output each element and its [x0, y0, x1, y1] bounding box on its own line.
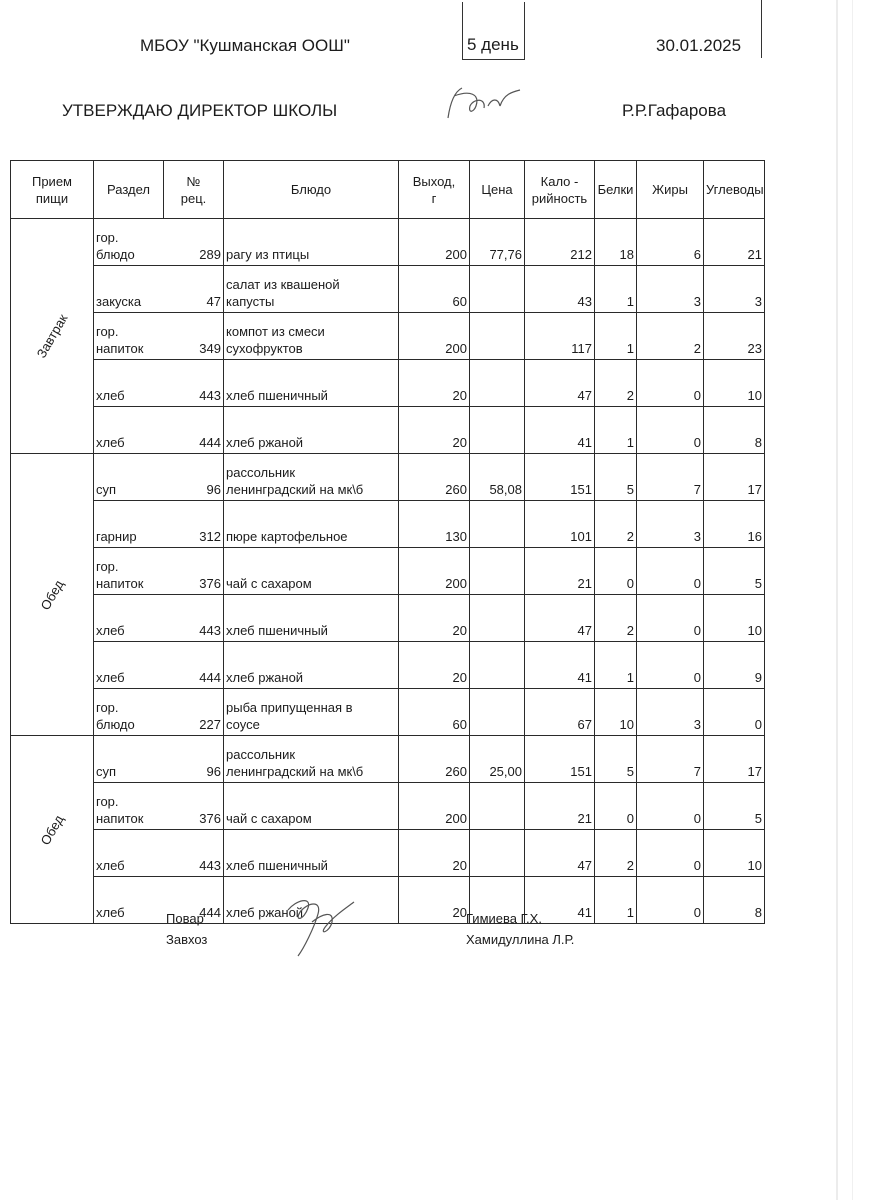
section-text: хлеб: [96, 388, 125, 403]
dish-text: соусе: [226, 717, 260, 732]
recipe-cell: 376: [164, 548, 224, 595]
table-row: [11, 219, 765, 266]
protein-cell: 1: [595, 266, 637, 313]
col-section-header: Раздел: [94, 161, 164, 219]
recipe-cell: 349: [164, 313, 224, 360]
calories-cell: 151: [525, 736, 595, 783]
section-cell: [94, 642, 164, 689]
output-cell: 260: [399, 454, 470, 501]
table-row: [11, 736, 765, 783]
meal-label: Обед: [37, 811, 67, 848]
dish-text: чай с сахаром: [226, 576, 312, 591]
section-text: блюдо: [96, 247, 135, 262]
carbs-cell: 10: [704, 595, 765, 642]
section-text: гор.: [96, 700, 119, 715]
header-divider: [761, 0, 762, 58]
dish-text: хлеб пшеничный: [226, 388, 328, 403]
section-text: напиток: [96, 576, 144, 591]
section-text: закуска: [96, 294, 142, 309]
price-cell: 25,00: [470, 736, 525, 783]
table-row: [11, 266, 765, 313]
output-cell: 200: [399, 313, 470, 360]
dish-text: рассольник: [226, 465, 296, 480]
section-text: напиток: [96, 811, 144, 826]
carbs-cell: 5: [704, 783, 765, 830]
section-text: гор.: [96, 559, 119, 574]
output-cell: 200: [399, 783, 470, 830]
fat-cell: 0: [637, 595, 704, 642]
price-cell: [470, 783, 525, 830]
scan-edge: [852, 0, 853, 1200]
recipe-cell: 96: [164, 736, 224, 783]
price-cell: [470, 595, 525, 642]
carbs-cell: 5: [704, 548, 765, 595]
recipe-cell: 443: [164, 360, 224, 407]
protein-cell: 10: [595, 689, 637, 736]
recipe-cell: 96: [164, 454, 224, 501]
carbs-cell: 23: [704, 313, 765, 360]
fat-cell: 0: [637, 783, 704, 830]
section-cell: [94, 736, 164, 783]
section-text: блюдо: [96, 717, 135, 732]
output-cell: 200: [399, 219, 470, 266]
dish-text: хлеб ржаной: [226, 670, 304, 685]
dish-text: хлеб ржаной: [226, 435, 304, 450]
protein-cell: 1: [595, 642, 637, 689]
dish-text: хлеб пшеничный: [226, 623, 328, 638]
dish-text: салат из квашеной: [226, 277, 340, 292]
scan-edge: [836, 0, 838, 1200]
dish-cell: [224, 454, 399, 501]
output-cell: 20: [399, 642, 470, 689]
price-cell: [470, 830, 525, 877]
protein-cell: 18: [595, 219, 637, 266]
fat-cell: 0: [637, 548, 704, 595]
protein-cell: 0: [595, 783, 637, 830]
director-signature: [440, 84, 530, 124]
output-cell: 200: [399, 548, 470, 595]
storekeeper-role: Завхоз: [166, 932, 208, 947]
section-text: гарнир: [96, 529, 137, 544]
protein-cell: 0: [595, 548, 637, 595]
section-text: хлеб: [96, 670, 125, 685]
section-text: хлеб: [96, 858, 125, 873]
table-row: [11, 548, 765, 595]
dish-text: пюре картофельное: [226, 529, 348, 544]
section-cell: [94, 313, 164, 360]
fat-cell: 3: [637, 689, 704, 736]
section-text: напиток: [96, 341, 144, 356]
day-label: 5 день: [467, 35, 519, 54]
protein-cell: 2: [595, 595, 637, 642]
price-cell: [470, 407, 525, 454]
table-row: [11, 877, 765, 924]
carbs-cell: 21: [704, 219, 765, 266]
recipe-cell: 227: [164, 689, 224, 736]
dish-cell: [224, 407, 399, 454]
fat-cell: 3: [637, 266, 704, 313]
cook-signature: [282, 892, 362, 962]
menu-date: 30.01.2025: [656, 36, 742, 55]
section-cell: [94, 501, 164, 548]
col-protein-header: Белки: [595, 161, 637, 219]
col-carbs-header: Углеводы: [704, 161, 765, 219]
recipe-cell: 47: [164, 266, 224, 313]
calories-cell: 41: [525, 407, 595, 454]
menu-body: [11, 219, 765, 924]
output-cell: 20: [399, 877, 470, 924]
fat-cell: 3: [637, 501, 704, 548]
dish-cell: [224, 595, 399, 642]
section-text: суп: [96, 482, 117, 497]
dish-text: хлеб ржаной: [226, 905, 304, 920]
cook-role: Повар: [166, 911, 204, 926]
table-header-row: [11, 161, 765, 219]
output-cell: 20: [399, 360, 470, 407]
calories-cell: 151: [525, 454, 595, 501]
section-text: хлеб: [96, 623, 125, 638]
recipe-cell: 312: [164, 501, 224, 548]
price-cell: [470, 360, 525, 407]
fat-cell: 0: [637, 642, 704, 689]
fat-cell: 0: [637, 407, 704, 454]
dish-text: рагу из птицы: [226, 247, 310, 262]
table-row: [11, 454, 765, 501]
price-cell: 58,08: [470, 454, 525, 501]
protein-cell: 1: [595, 313, 637, 360]
protein-cell: 1: [595, 877, 637, 924]
calories-cell: 212: [525, 219, 595, 266]
fat-cell: 2: [637, 313, 704, 360]
section-cell: [94, 830, 164, 877]
fat-cell: 0: [637, 360, 704, 407]
school-name: МБОУ "Кушманская ООШ": [140, 36, 350, 55]
section-cell: [94, 783, 164, 830]
price-cell: [470, 313, 525, 360]
calories-cell: 47: [525, 360, 595, 407]
dish-text: капусты: [226, 294, 275, 309]
recipe-cell: 444: [164, 407, 224, 454]
output-cell: 20: [399, 407, 470, 454]
cook-name: Гимиева Г.Х.: [466, 911, 542, 926]
recipe-cell: 444: [164, 877, 224, 924]
col-fat-header: Жиры: [637, 161, 704, 219]
col-recipe-header: № рец.: [164, 161, 224, 219]
dish-text: рассольник: [226, 747, 296, 762]
recipe-cell: 444: [164, 642, 224, 689]
table-row: [11, 501, 765, 548]
meal-label: Завтрак: [33, 311, 71, 361]
col-calories-header: Кало - рийность: [525, 161, 595, 219]
calories-cell: 21: [525, 548, 595, 595]
fat-cell: 6: [637, 219, 704, 266]
dish-text: ленинградский на мк\б: [226, 482, 364, 497]
price-cell: [470, 501, 525, 548]
output-cell: 20: [399, 830, 470, 877]
section-cell: [94, 454, 164, 501]
carbs-cell: 16: [704, 501, 765, 548]
approval-title: УТВЕРЖДАЮ ДИРЕКТОР ШКОЛЫ: [62, 101, 338, 120]
section-text: гор.: [96, 324, 119, 339]
dish-cell: [224, 313, 399, 360]
section-cell: [94, 266, 164, 313]
meal-cell: [11, 736, 94, 924]
recipe-cell: 443: [164, 830, 224, 877]
dish-text: рыба припущенная в: [226, 700, 353, 715]
price-cell: 77,76: [470, 219, 525, 266]
dish-text: чай с сахаром: [226, 811, 312, 826]
price-cell: [470, 642, 525, 689]
table-row: [11, 689, 765, 736]
output-cell: 260: [399, 736, 470, 783]
col-price-header: Цена: [470, 161, 525, 219]
meal-cell: [11, 219, 94, 454]
section-cell: [94, 360, 164, 407]
table-row: [11, 595, 765, 642]
dish-text: сухофруктов: [226, 341, 303, 356]
output-cell: 130: [399, 501, 470, 548]
calories-cell: 47: [525, 595, 595, 642]
menu-table: [10, 160, 765, 924]
carbs-cell: 8: [704, 877, 765, 924]
dish-cell: [224, 783, 399, 830]
section-cell: [94, 548, 164, 595]
storekeeper-name: Хамидуллина Л.Р.: [466, 932, 575, 947]
dish-cell: [224, 736, 399, 783]
dish-cell: [224, 219, 399, 266]
calories-cell: 43: [525, 266, 595, 313]
protein-cell: 5: [595, 736, 637, 783]
meal-label: Обед: [37, 576, 67, 613]
carbs-cell: 17: [704, 454, 765, 501]
carbs-cell: 8: [704, 407, 765, 454]
carbs-cell: 10: [704, 360, 765, 407]
col-output-header: Выход, г: [399, 161, 470, 219]
carbs-cell: 3: [704, 266, 765, 313]
fat-cell: 0: [637, 877, 704, 924]
director-name: Р.Р.Гафарова: [622, 101, 727, 120]
carbs-cell: 0: [704, 689, 765, 736]
dish-text: ленинградский на мк\б: [226, 764, 364, 779]
col-dish-header: Блюдо: [224, 161, 399, 219]
section-text: гор.: [96, 794, 119, 809]
calories-cell: 21: [525, 783, 595, 830]
calories-cell: 41: [525, 877, 595, 924]
price-cell: [470, 689, 525, 736]
section-text: хлеб: [96, 905, 125, 920]
fat-cell: 0: [637, 830, 704, 877]
section-text: суп: [96, 764, 117, 779]
recipe-cell: 289: [164, 219, 224, 266]
meal-cell: [11, 454, 94, 736]
fat-cell: 7: [637, 736, 704, 783]
price-cell: [470, 266, 525, 313]
day-box: [462, 2, 525, 60]
dish-cell: [224, 548, 399, 595]
calories-cell: 101: [525, 501, 595, 548]
carbs-cell: 9: [704, 642, 765, 689]
protein-cell: 2: [595, 830, 637, 877]
calories-cell: 47: [525, 830, 595, 877]
recipe-cell: 443: [164, 595, 224, 642]
section-cell: [94, 877, 164, 924]
protein-cell: 2: [595, 501, 637, 548]
section-cell: [94, 407, 164, 454]
dish-cell: [224, 266, 399, 313]
calories-cell: 117: [525, 313, 595, 360]
output-cell: 20: [399, 595, 470, 642]
protein-cell: 1: [595, 407, 637, 454]
fat-cell: 7: [637, 454, 704, 501]
section-cell: [94, 219, 164, 266]
section-text: хлеб: [96, 435, 125, 450]
carbs-cell: 10: [704, 830, 765, 877]
table-row: [11, 360, 765, 407]
dish-cell: [224, 689, 399, 736]
dish-cell: [224, 360, 399, 407]
output-cell: 60: [399, 266, 470, 313]
protein-cell: 5: [595, 454, 637, 501]
calories-cell: 67: [525, 689, 595, 736]
table-row: [11, 783, 765, 830]
section-text: гор.: [96, 230, 119, 245]
protein-cell: 2: [595, 360, 637, 407]
output-cell: 60: [399, 689, 470, 736]
recipe-cell: 376: [164, 783, 224, 830]
table-row: [11, 642, 765, 689]
col-meal-header: Прием пищи: [11, 161, 94, 219]
carbs-cell: 17: [704, 736, 765, 783]
dish-cell: [224, 830, 399, 877]
price-cell: [470, 548, 525, 595]
table-row: [11, 407, 765, 454]
dish-text: компот из смеси: [226, 324, 325, 339]
dish-cell: [224, 501, 399, 548]
section-cell: [94, 595, 164, 642]
section-cell: [94, 689, 164, 736]
dish-cell: [224, 642, 399, 689]
table-row: [11, 313, 765, 360]
table-row: [11, 830, 765, 877]
dish-text: хлеб пшеничный: [226, 858, 328, 873]
calories-cell: 41: [525, 642, 595, 689]
